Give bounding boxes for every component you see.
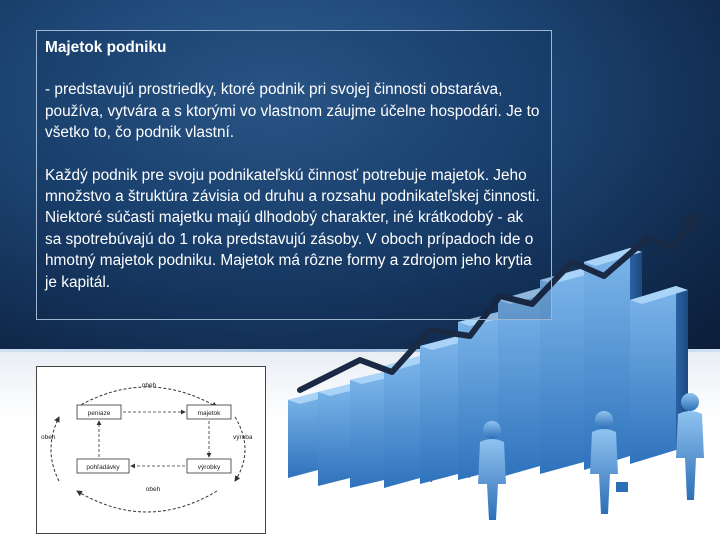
box-label-assets: majetok: [197, 410, 221, 417]
slide-title: Majetok podniku: [45, 39, 167, 56]
description-paragraph: Každý podnik pre svoju podnikateľskú činnosť potrebuje majetok. Jeho množstvo a štruktúra závisia od druhu a rozsahu podnikateľskej činnosti. Niektoré súčasti majetku majú dlhodobý charakter, iné krátkodobý - ak sa spotrebúvajú do 1 roka predstavujú zásoby. V oboch prípadoch ide o hmotný majetok podniku. Majetok má rôzne formy a zdrojom jeho krytia je kapitál.: [45, 166, 540, 291]
cycle-right-arc: [235, 417, 245, 481]
box-label-money: peniaze: [87, 410, 111, 417]
box-label-receivables: pohľadávky: [86, 464, 120, 471]
diagram-label-top: obeh: [141, 382, 157, 389]
diagram-label-bottom: obeh: [145, 486, 161, 493]
box-label-products: výrobky: [197, 464, 221, 471]
definition-paragraph: - predstavujú prostriedky, ktoré podnik pri svojej činnosti obstaráva, používa, vytvára a s ktorými vo vlastnom záujme účelne hospodári. Je to všetko to, čo podnik vlastní.: [45, 81, 540, 142]
diagram-label-right: výroba: [233, 434, 253, 441]
asset-cycle-diagram: [36, 366, 266, 534]
cycle-bottom-arc: [77, 491, 217, 512]
cycle-left-arc: [51, 417, 59, 481]
diagram-label-left: obeh: [41, 434, 56, 441]
content-textbox: [36, 30, 552, 320]
cycle-top-arc: [77, 387, 217, 407]
